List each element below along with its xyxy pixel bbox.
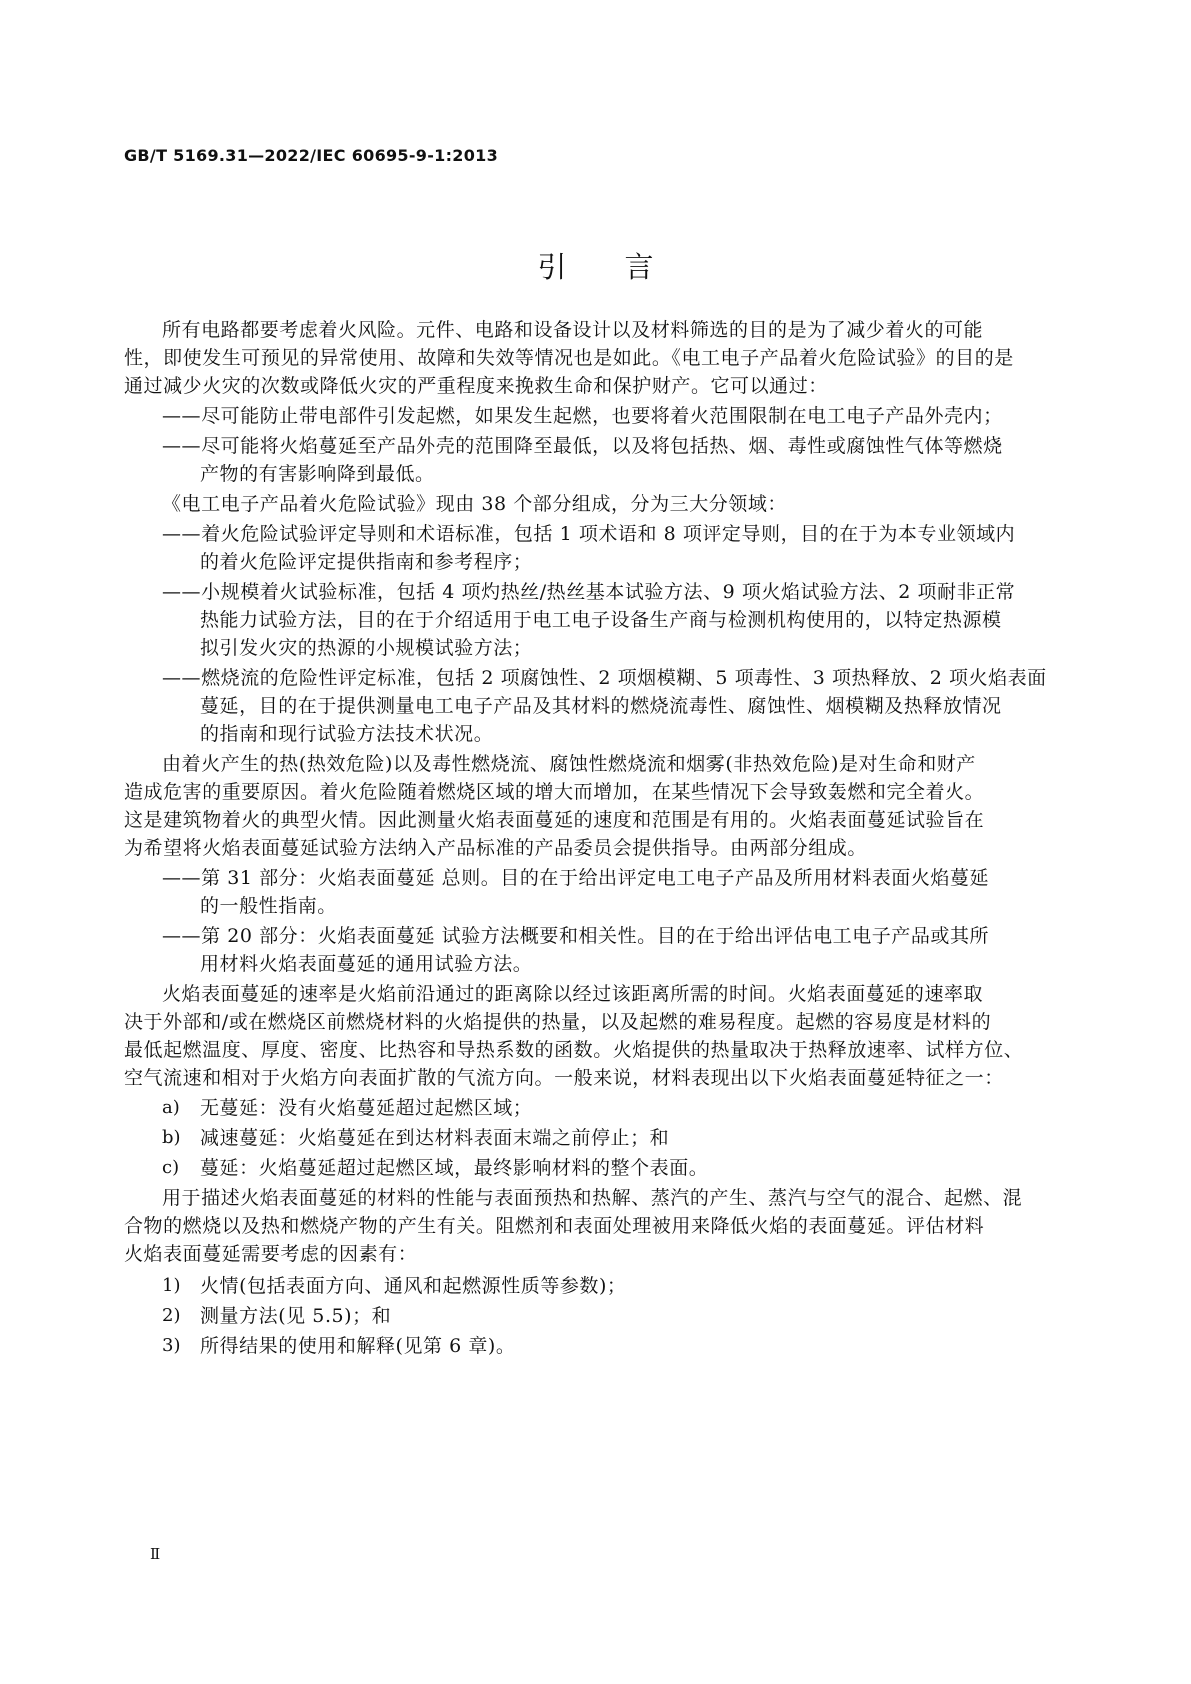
dash-list-continuation: 的一般性指南。 — [200, 895, 337, 917]
dash-list-continuation: 拟引发火灾的热源的小规模试验方法； — [200, 637, 533, 659]
dash-list-item: ——燃烧流的危险性评定标准，包括 2 项腐蚀性、2 项烟模糊、5 项毒性、3 项热释放、2 项火焰表面 — [162, 667, 1047, 689]
para-line: 由着火产生的热(热效危险)以及毒性燃烧流、腐蚀性燃烧流和烟雾(非热效危险)是对生命和财产 — [162, 753, 976, 775]
para-line: 造成危害的重要原因。着火危险随着燃烧区域的增大而增加，在某些情况下会导致轰燃和完全着火。 — [124, 781, 985, 803]
para-line: 性，即使发生可预见的异常使用、故障和失效等情况也是如此。《电工电子产品着火危险试验》的目的是 — [124, 347, 1014, 369]
dash-list-continuation: 产物的有害影响降到最低。 — [200, 463, 435, 485]
list-item: 火情(包括表面方向、通风和起燃源性质等参数)； — [200, 1275, 627, 1297]
para-line: 火焰表面蔓延需要考虑的因素有： — [124, 1243, 418, 1265]
list-item: 无蔓延：没有火焰蔓延超过起燃区域； — [200, 1097, 533, 1119]
dash-list-item: ——着火危险试验评定导则和术语标准，包括 1 项术语和 8 项评定导则，目的在于为本专业领域内 — [162, 523, 1016, 545]
dash-list-item: ——第 20 部分：火焰表面蔓延 试验方法概要和相关性。目的在于给出评估电工电子产品或其所 — [162, 925, 990, 947]
dash-list-continuation: 的指南和现行试验方法技术状况。 — [200, 723, 494, 745]
list-marker: b) — [162, 1127, 181, 1148]
list-marker: a) — [162, 1097, 180, 1118]
dash-list-item: ——尽可能防止带电部件引发起燃，如果发生起燃，也要将着火范围限制在电工电子产品外壳内； — [162, 405, 1003, 427]
list-marker: 2) — [162, 1305, 181, 1326]
para-line: 用于描述火焰表面蔓延的材料的性能与表面预热和热解、蒸汽的产生、蒸汽与空气的混合、起燃、混 — [162, 1187, 1023, 1209]
dash-list-continuation: 蔓延，目的在于提供测量电工电子产品及其材料的燃烧流毒性、腐蚀性、烟模糊及热释放情况 — [200, 695, 1002, 717]
para-line: 空气流速和相对于火焰方向表面扩散的气流方向。一般来说，材料表现出以下火焰表面蔓延特征之一： — [124, 1067, 1004, 1089]
para-line: 决于外部和/或在燃烧区前燃烧材料的火焰提供的热量，以及起燃的难易程度。起燃的容易度是材料的 — [124, 1011, 992, 1033]
list-item: 减速蔓延：火焰蔓延在到达材料表面末端之前停止；和 — [200, 1127, 670, 1149]
dash-list-item: ——尽可能将火焰蔓延至产品外壳的范围降至最低，以及将包括热、烟、毒性或腐蚀性气体等燃烧 — [162, 435, 1003, 457]
dash-list-continuation: 用材料火焰表面蔓延的通用试验方法。 — [200, 953, 533, 975]
para-line: 为希望将火焰表面蔓延试验方法纳入产品标准的产品委员会提供指导。由两部分组成。 — [124, 837, 867, 859]
list-item: 测量方法(见 5.5)；和 — [200, 1305, 392, 1327]
dash-list-continuation: 热能力试验方法，目的在于介绍适用于电工电子设备生产商与检测机构使用的，以特定热源模 — [200, 609, 1002, 631]
page-title: 引言 — [537, 250, 712, 284]
para-line: 所有电路都要考虑着火风险。元件、电路和设备设计以及材料筛选的目的是为了减少着火的可能 — [162, 319, 984, 341]
para-line: 这是建筑物着火的典型火情。因此测量火焰表面蔓延的速度和范围是有用的。火焰表面蔓延试验旨在 — [124, 809, 985, 831]
dash-list-continuation: 的着火危险评定提供指南和参考程序； — [200, 551, 533, 573]
list-marker: 3) — [162, 1335, 181, 1356]
list-item: 所得结果的使用和解释(见第 6 章)。 — [200, 1335, 516, 1357]
standard-code-header: GB/T 5169.31—2022/IEC 60695-9-1:2013 — [124, 146, 499, 165]
list-marker: c) — [162, 1157, 180, 1178]
para-line: 通过减少火灾的次数或降低火灾的严重程度来挽救生命和保护财产。它可以通过： — [124, 375, 828, 397]
list-marker: 1) — [162, 1275, 181, 1296]
dash-list-item: ——第 31 部分：火焰表面蔓延 总则。目的在于给出评定电工电子产品及所用材料表面火焰蔓延 — [162, 867, 990, 889]
page-number: Ⅱ — [150, 1545, 161, 1563]
para-line: 《电工电子产品着火危险试验》现由 38 个部分组成，分为三大分领域： — [162, 493, 787, 515]
para-line: 火焰表面蔓延的速率是火焰前沿通过的距离除以经过该距离所需的时间。火焰表面蔓延的速率取 — [162, 983, 984, 1005]
dash-list-item: ——小规模着火试验标准，包括 4 项灼热丝/热丝基本试验方法、9 项火焰试验方法、2 项耐非正常 — [162, 581, 1016, 603]
para-line: 合物的燃烧以及热和燃烧产物的产生有关。阻燃剂和表面处理被用来降低火焰的表面蔓延。评估材料 — [124, 1215, 985, 1237]
list-item: 蔓延：火焰蔓延超过起燃区域，最终影响材料的整个表面。 — [200, 1157, 709, 1179]
para-line: 最低起燃温度、厚度、密度、比热容和导热系数的函数。火焰提供的热量取决于热释放速率、试样方位、 — [124, 1039, 1024, 1061]
